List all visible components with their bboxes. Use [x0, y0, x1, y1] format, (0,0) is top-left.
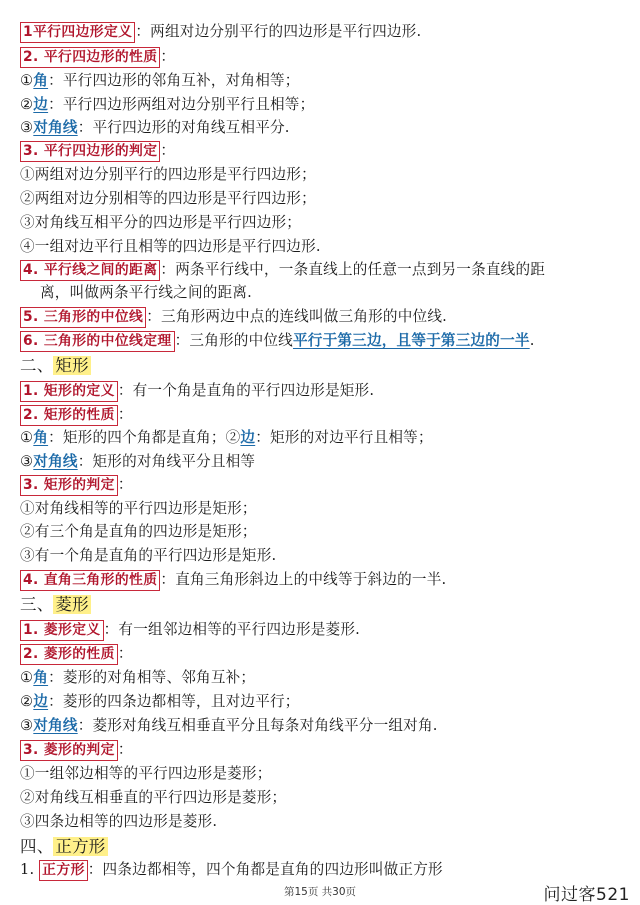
judgement-item: ①两组对边分别平行的四边形是平行四边形； [20, 166, 316, 183]
property-text: ：平行四边形两组对边分别平行且相等； [48, 96, 315, 113]
parallelogram-property-diagonal [20, 117, 290, 139]
rhombus-property-angle [20, 667, 255, 689]
watermark: 问过客521 [543, 885, 630, 905]
colon: ： [117, 406, 133, 423]
rectangle-properties-label: 2. 矩形的性质 [20, 405, 118, 426]
keyword-angle: 角 [33, 72, 49, 89]
rectangle-definition [20, 380, 374, 402]
rectangle-properties-heading [20, 404, 133, 426]
judgement-item: ②两组对边分别相等的四边形是平行四边形； [20, 190, 316, 207]
rhombus-definition-label: 1. 菱形定义 [20, 620, 104, 641]
rhombus-property-diagonal [20, 715, 438, 737]
colon: ： [160, 48, 176, 65]
keyword-angle: 角 [33, 429, 49, 446]
item-number: ① [20, 72, 34, 89]
triangle-midline-theorem [20, 330, 535, 352]
section-number: 二、 [20, 356, 54, 375]
judgement-item: ①一组邻边相等的平行四边形是菱形； [20, 765, 272, 782]
judgement-item: ③对角线互相平分的四边形是平行四边形； [20, 214, 302, 231]
section-title: 正方形 [55, 837, 106, 856]
keyword-diagonal: 对角线 [33, 119, 78, 136]
colon: ： [117, 741, 133, 758]
colon: ： [160, 142, 176, 159]
rectangle-judgement-heading [20, 474, 133, 496]
square-section-heading [20, 835, 108, 859]
parallelogram-properties-heading [20, 46, 175, 68]
distance-text-continued: 离，叫做两条平行线之间的距离. [40, 284, 252, 301]
item-number: 1. [20, 861, 40, 878]
property-text: ：矩形的对边平行且相等； [255, 429, 433, 446]
rhombus-judgement-label: 3. 菱形的判定 [20, 740, 118, 761]
judgement-item: ①对角线相等的平行四边形是矩形； [20, 500, 257, 517]
triangle-midline [20, 306, 447, 328]
rhombus-properties-heading [20, 643, 133, 665]
judgement-item: ③有一个角是直角的平行四边形是矩形. [20, 547, 277, 564]
item-number: ① [20, 429, 34, 446]
judgement-item: ④一组对边平行且相等的四边形是平行四边形. [20, 238, 321, 255]
rhombus-properties-label: 2. 菱形的性质 [20, 644, 118, 665]
rhombus-property-side [20, 691, 300, 713]
triangle-midline-label: 5. 三角形的中位线 [20, 307, 146, 328]
theorem-text: ：三角形的中位线 [174, 332, 293, 349]
definition-text: ：四条边都相等，四个角都是直角的四边形叫做正方形 [87, 861, 443, 878]
triangle-midline-theorem-label: 6. 三角形的中位线定理 [20, 331, 175, 352]
property-text: ：矩形的四个角都是直角；② [48, 429, 241, 446]
parallelogram-definition-text: ：两组对边分别平行的四边形是平行四边形. [135, 23, 422, 40]
property-text: ：菱形对角线互相垂直平分且每条对角线平分一组对角. [77, 717, 438, 734]
keyword-angle: 角 [33, 669, 49, 686]
judgement-item: ②对角线互相垂直的平行四边形是菱形； [20, 789, 287, 806]
section-title: 矩形 [55, 356, 89, 375]
parallelogram-properties-label: 2. 平行四边形的性质 [20, 47, 160, 68]
theorem-key-phrase: 平行于第三边，且等于第三边的一半 [292, 332, 530, 349]
distance-text: ：两条平行线中，一条直线上的任意一点到另一条直线的距 [160, 261, 546, 278]
rhombus-definition [20, 619, 360, 641]
square-definition [20, 859, 443, 881]
rectangle-definition-label: 1. 矩形的定义 [20, 381, 118, 402]
keyword-side: 边 [240, 429, 256, 446]
item-number: ③ [20, 119, 34, 136]
item-number: ③ [20, 453, 34, 470]
section-title: 菱形 [55, 595, 89, 614]
rectangle-property-angle-side [20, 427, 433, 449]
midline-text: ：三角形两边中点的连线叫做三角形的中位线. [146, 308, 447, 325]
property-text: ：平行四边形的邻角互补，对角相等； [48, 72, 300, 89]
keyword-diagonal: 对角线 [33, 717, 78, 734]
property-text: ：直角三角形斜边上的中线等于斜边的一半. [160, 571, 447, 588]
keyword-side: 边 [33, 96, 49, 113]
rectangle-judgement-label: 3. 矩形的判定 [20, 475, 118, 496]
right-triangle-property-label: 4. 直角三角形的性质 [20, 570, 160, 591]
property-text: ：菱形的对角相等、邻角互补； [48, 669, 256, 686]
definition-text: ：有一个角是直角的平行四边形是矩形. [117, 382, 375, 399]
parallelogram-definition-label: 1平行四边形定义 [20, 22, 135, 43]
item-number: ① [20, 669, 34, 686]
colon: ： [117, 645, 133, 662]
rhombus-judgement-heading [20, 739, 133, 761]
period: . [529, 332, 535, 349]
property-text: ：平行四边形的对角线互相平分. [77, 119, 290, 136]
definition-text: ：有一组邻边相等的平行四边形是菱形. [103, 621, 360, 638]
page-number: 第15页 共30页 [283, 886, 357, 898]
rhombus-section-heading [20, 594, 91, 616]
item-number: ② [20, 693, 34, 710]
parallelogram-property-angle [20, 70, 300, 92]
parallel-lines-distance-label: 4. 平行线之间的距离 [20, 260, 160, 281]
property-text: ：菱形的四条边都相等，且对边平行； [48, 693, 300, 710]
parallel-lines-distance [20, 259, 545, 281]
judgement-item: ②有三个角是直角的四边形是矩形； [20, 523, 257, 540]
rectangle-property-diagonal [20, 451, 255, 473]
keyword-side: 边 [33, 693, 49, 710]
item-number: ③ [20, 717, 34, 734]
right-triangle-property [20, 569, 446, 591]
judgement-item: ③四条边相等的四边形是菱形. [20, 813, 218, 830]
parallelogram-definition [20, 21, 421, 43]
item-number: ② [20, 96, 34, 113]
parallelogram-judgement-heading [20, 140, 175, 162]
section-number: 三、 [20, 595, 54, 614]
colon: ： [117, 476, 133, 493]
property-text: ：矩形的对角线平分且相等 [77, 453, 256, 470]
parallelogram-property-side [20, 94, 314, 116]
section-number: 四、 [20, 837, 54, 856]
rectangle-section-heading [20, 355, 91, 377]
parallelogram-judgement-label: 3. 平行四边形的判定 [20, 141, 160, 162]
square-definition-label: 正方形 [39, 860, 88, 881]
keyword-diagonal: 对角线 [33, 453, 78, 470]
